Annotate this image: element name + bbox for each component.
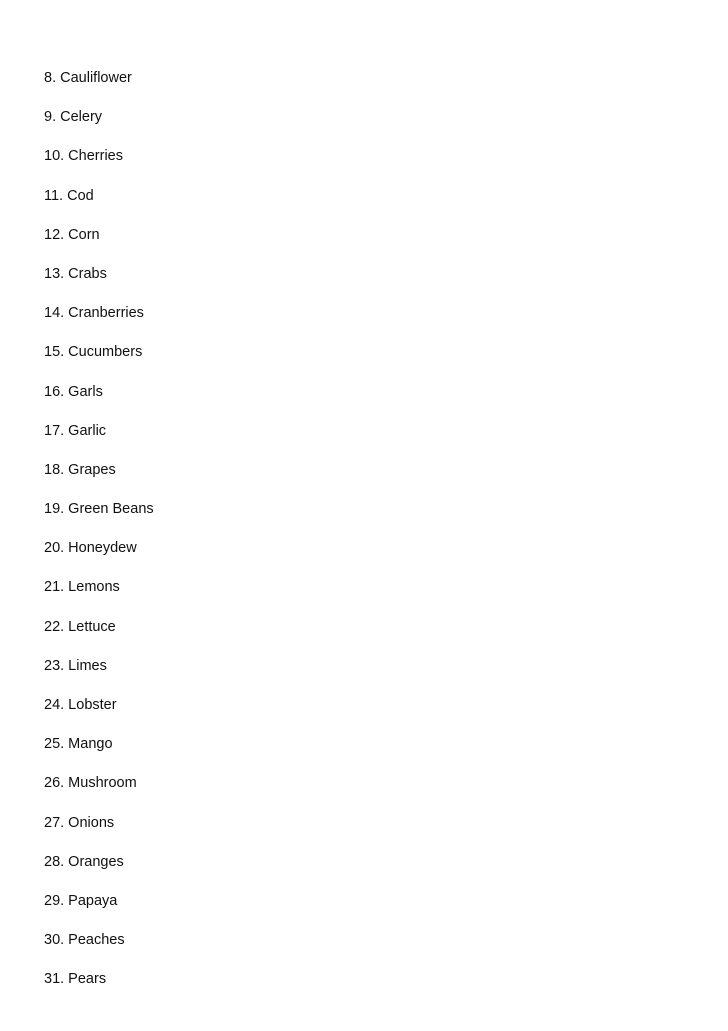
list-item: 15. Cucumbers <box>44 344 143 361</box>
list-item: 23. Limes <box>44 657 107 674</box>
list-item: 21. Lemons <box>44 579 120 596</box>
list-item: 29. Papaya <box>44 892 118 909</box>
list-item: 14. Cranberries <box>44 305 144 322</box>
list-item: 24. Lobster <box>44 697 117 713</box>
list-item: 10. Cherries <box>44 148 123 165</box>
list-item: 27. Onions <box>44 814 115 831</box>
list-item: 17. Garlic <box>44 422 107 439</box>
list-item: 18. Grapes <box>44 461 116 478</box>
list-item: 19. Green Beans <box>44 501 154 518</box>
list-item: 31. Pears <box>44 971 107 988</box>
list-item: 26. Mushroom <box>44 775 137 792</box>
list-item: 25. Mango <box>44 736 113 753</box>
list-item: 9. Celery <box>44 109 103 126</box>
list-item: 11. Cod <box>44 187 94 204</box>
list-item: 20. Honeydew <box>44 540 137 557</box>
food-list <box>44 68 154 1009</box>
list-item: 16. Garls <box>44 383 103 400</box>
list-item: 13. Crabs <box>44 265 107 282</box>
list-item: 12. Corn <box>44 226 100 243</box>
list-item: 28. Oranges <box>44 853 124 870</box>
list-item: 8. Cauliflower <box>44 70 132 86</box>
list-item: 30. Peaches <box>44 932 125 949</box>
list-item: 22. Lettuce <box>44 618 116 635</box>
